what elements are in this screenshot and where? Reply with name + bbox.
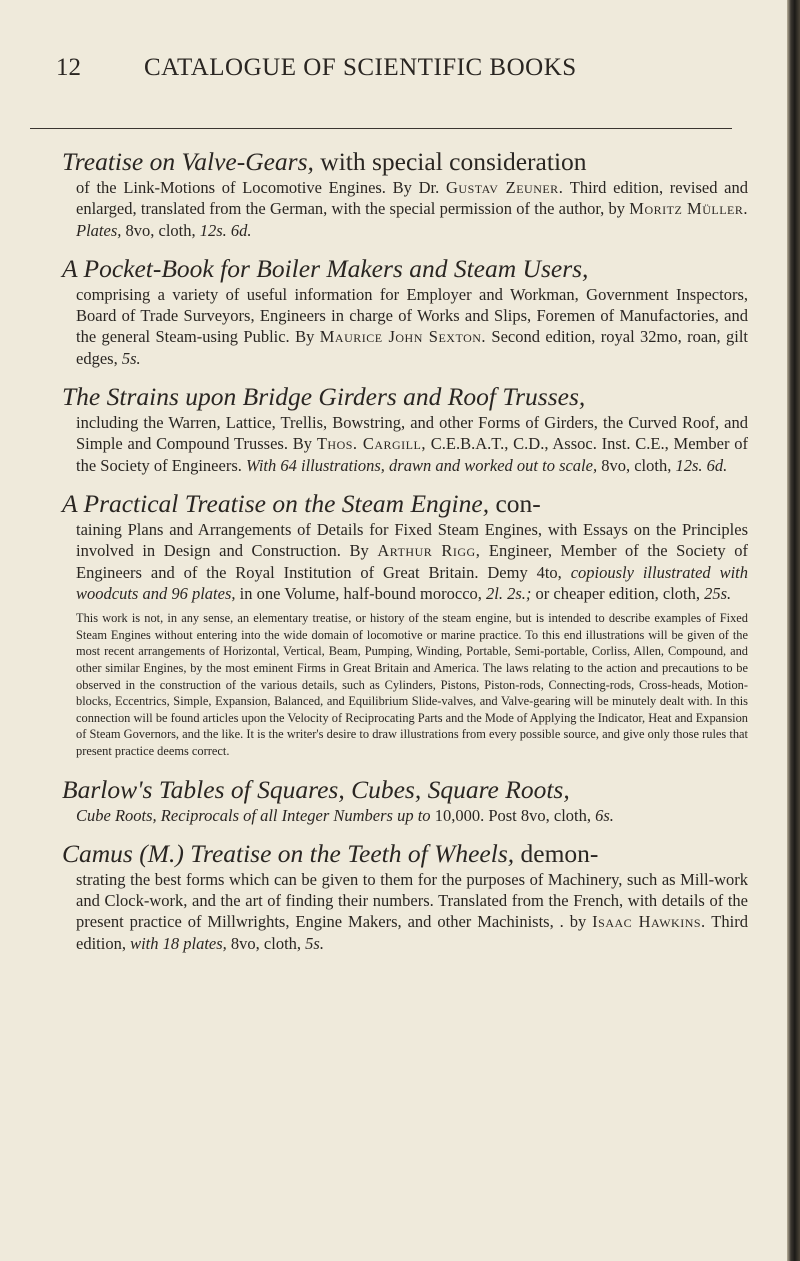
running-title: CATALOGUE OF SCIENTIFIC BOOKS: [144, 54, 577, 81]
price: 12s. 6d.: [199, 220, 252, 240]
price: 5s.: [305, 933, 324, 953]
author-name: Arthur Rigg,: [377, 541, 481, 561]
page-number: 12: [56, 54, 81, 81]
author-name: Thos. Cargill,: [316, 434, 426, 454]
entry-pocket-book-boiler-makers: [60, 253, 748, 369]
entry-title: The Strains upon Bridge Girders and Roof Trusses,: [62, 382, 586, 412]
entry-title: Camus (M.) Treatise on the Teeth of Wheels, demon-: [62, 838, 599, 868]
book-spine-edge: [787, 0, 800, 1261]
author-name: Gustav Zeuner.: [445, 178, 564, 197]
price: 25s.: [704, 583, 732, 603]
header-rule: [30, 128, 732, 129]
price: 5s.: [121, 348, 141, 368]
entry-strains-bridge-girders: [60, 381, 748, 476]
entry-title: Treatise on Valve-Gears, with special consideration: [62, 147, 587, 176]
page-header: [56, 46, 736, 96]
author-name: Maurice John Sexton.: [319, 327, 487, 347]
translator-name: Moritz Müller.: [629, 199, 748, 219]
entry-title: Barlow's Tables of Squares, Cubes, Square Roots,: [62, 774, 570, 804]
entry-steam-engine-treatise: [60, 488, 748, 760]
catalogue-entries: [60, 146, 748, 966]
price: 6s.: [595, 805, 614, 825]
entry-camus-teeth-of-wheels: [60, 838, 748, 954]
entry-note: This work is not, in any sense, an elementary treatise, or history of the steam engine, but is intended to describe examples of Fixed Steam Engines without entering into the wide domain of locomotive or marine practice. To this end illustrations will be given of the most recent arrangements of Horizontal, Vertical, Beam, Pumping, Winding, Portable, Semi-portable, Corliss, Allen, Compound, and other similar Engines, by the most eminent Firms in Great Britain and America. The laws relating to the action and precautions to be observed in the construction of the various details, such as Cylinders, Pistons, Piston-rods, Connecting-rods, Cross-heads, Motion-blocks, Eccentrics, Simple, Expansion, Balanced, and Equilibrium Slide-valves, and Valve-gearing will be minutely dealt with. In this connection will be found articles upon the Velocity of Reciprocating Parts and the Mode of Applying the Indicator, Heat and Expansion of Steam Governors, and the like. It is the writer's desire to draw illustrations from every possible source, and give only those rules that present practice deems correct.: [76, 611, 748, 758]
entry-title: A Pocket-Book for Boiler Makers and Steam Users,: [62, 253, 589, 283]
entry-title: A Practical Treatise on the Steam Engine, con-: [62, 488, 541, 518]
author-name: Isaac Hawkins.: [592, 912, 706, 932]
entry-description: taining Plans and Arrangements of Details for Fixed Steam Engines, with Essays on the Principles involved in Design and Construction. By Arthur Rigg, Engineer, Member of the Society of Engineers and of the Royal Institution of Great Britain. Demy 4to, copiously illustrated with woodcuts and 96 plates, in one Volume, half-bound morocco, 2l. 2s.; or cheaper edition, cloth, 25s.: [76, 519, 748, 603]
entry-description: including the Warren, Lattice, Trellis, Bowstring, and other Forms of Girders, the Curved Roof, and Simple and Compound Trusses. By Thos. Cargill, C.E.B.A.T., C.D., Assoc. Inst. C.E., Member of the Society of Engineers. With 64 illustrations, drawn and worked out to scale, 8vo, cloth, 12s. 6d.: [76, 413, 748, 475]
entry-description: comprising a variety of useful information for Employer and Workman, Government Inspectors, Board of Trade Surveyors, Engineers in charge of Works and Slips, Foremen of Manufactories, and the general Steam-using Public. By Maurice John Sexton. Second edition, royal 32mo, roan, gilt edges, 5s.: [76, 284, 748, 368]
price: 2l. 2s.;: [486, 583, 532, 603]
price: 12s. 6d.: [675, 455, 728, 475]
entry-description: of the Link-Motions of Locomotive Engines. By Dr. Gustav Zeuner. Third edition, revised and enlarged, translated from the German, with the special permission of the author, by Moritz Müller. Plates, 8vo, cloth, 12s. 6d.: [76, 178, 748, 240]
entry-valve-gears: [60, 146, 748, 241]
entry-barlows-tables: [60, 774, 748, 826]
entry-description: strating the best forms which can be given to them for the purposes of Machinery, such as Mill-work and Clock-work, and the art of finding their numbers. Translated from the French, with details of the present practice of Millwrights, Engine Makers, and other Machinists, . by Isaac Hawkins. Third edition, with 18 plates, 8vo, cloth, 5s.: [76, 869, 748, 953]
entry-description: Cube Roots, Reciprocals of all Integer Numbers up to 10,000. Post 8vo, cloth, 6s.: [76, 805, 614, 825]
